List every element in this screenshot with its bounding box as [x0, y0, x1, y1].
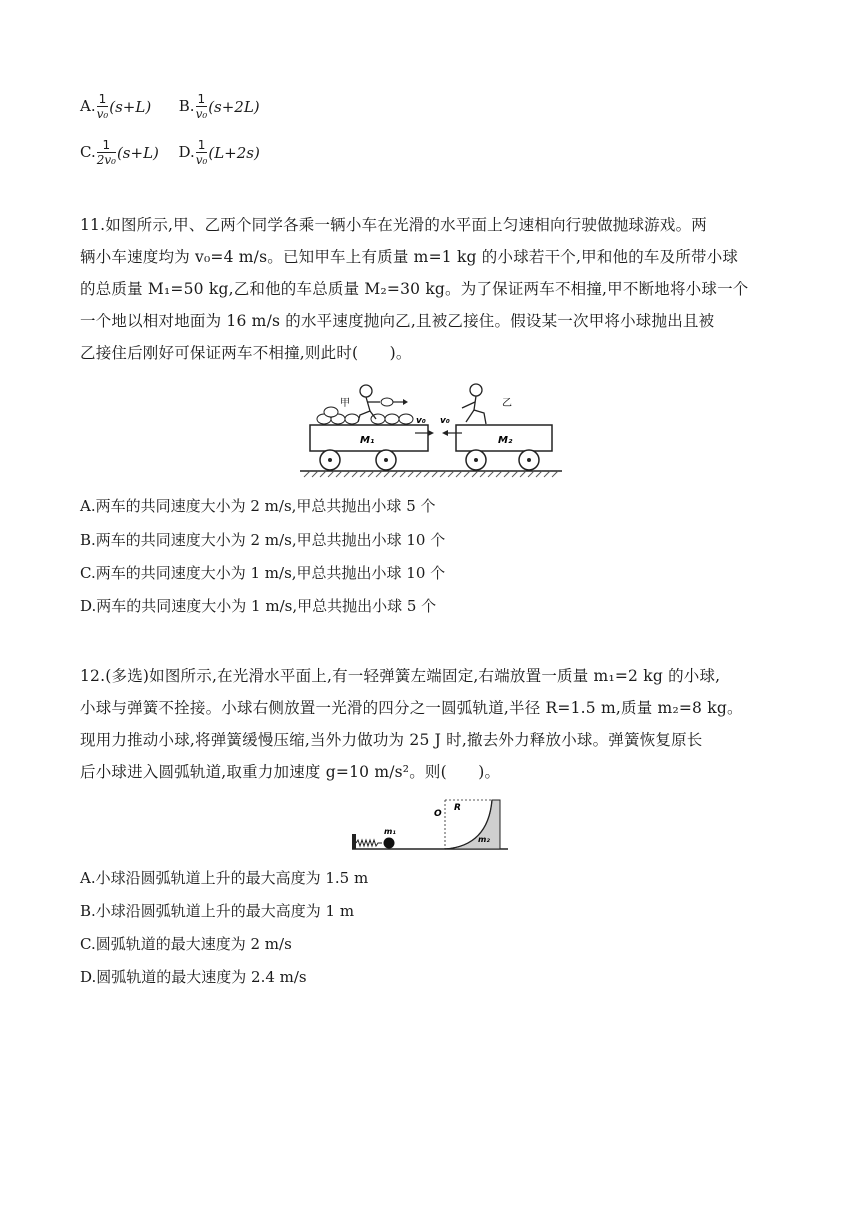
- label-v0-right-cart: v₀: [440, 416, 450, 426]
- q11-cart-figure: [300, 378, 562, 482]
- person-yi: [462, 384, 486, 424]
- label-m1: m₁: [384, 827, 396, 836]
- q12-stem: [80, 660, 780, 788]
- q11-stem: [80, 209, 780, 369]
- q12-line-3: 现用力推动小球,将弹簧缓慢压缩,当外力做功为 25 J 时,撤去外力释放小球。弹簧恢复原长: [80, 731, 703, 749]
- spring: [356, 840, 382, 846]
- q10-option-c: C. $\frac{1}{\text{2v₀}}$ (s+L): [80, 138, 159, 167]
- wall: [352, 834, 356, 849]
- q12-arc-figure: [348, 796, 512, 854]
- q11-line-1: 11.如图所示,甲、乙两个同学各乘一辆小车在光滑的水平面上匀速相向行驶做抛球游戏。两: [80, 216, 707, 234]
- ground-hatch: [304, 471, 558, 477]
- q11-choice-d: D.两车的共同速度大小为 1 m/s,甲总共抛出小球 5 个: [80, 597, 437, 615]
- q12-line-4: 后小球进入圆弧轨道,取重力加速度 g=10 m/s²。则( )。: [80, 763, 501, 781]
- q12-line-2: 小球与弹簧不拴接。小球右侧放置一光滑的四分之一圆弧轨道,半径 R=1.5 m,质量 m₂=8 kg。: [80, 699, 743, 717]
- label-r: R: [454, 803, 461, 813]
- q12-choice-d: D.圆弧轨道的最大速度为 2.4 m/s: [80, 968, 307, 986]
- label-o: O: [434, 809, 442, 819]
- label-v0-left-cart: v₀: [416, 416, 426, 426]
- balls-on-cart: [317, 407, 413, 424]
- label-yi: 乙: [502, 398, 512, 409]
- label-m2: m₂: [478, 835, 490, 844]
- q12-choice-a: A.小球沿圆弧轨道上升的最大高度为 1.5 m: [80, 869, 369, 887]
- q10-option-b: B. $\frac{1}{\text{v₀}}$ (s+2L): [178, 92, 260, 121]
- q10-options-row-2: [80, 138, 260, 167]
- cart-yi-mass-label: M₂: [498, 435, 513, 446]
- q10-option-d: D. $\frac{1}{\text{v₀}}$ (L+2s): [178, 138, 260, 167]
- q11-line-4: 一个地以相对地面为 16 m/s 的水平速度抛向乙,且被乙接住。假设某一次甲将小球抛出且被: [80, 312, 715, 330]
- q11-choice-a: A.两车的共同速度大小为 2 m/s,甲总共抛出小球 5 个: [80, 497, 436, 515]
- q11-choice-b: B.两车的共同速度大小为 2 m/s,甲总共抛出小球 10 个: [80, 531, 446, 549]
- q10-options-row-1: [80, 92, 260, 121]
- q10-option-a: A. $\frac{1}{\text{v₀}}$ (s+L): [80, 92, 152, 121]
- q11-line-3: 的总质量 M₁=50 kg,乙和他的车总质量 M₂=30 kg。为了保证两车不相撞,甲不断地将小球一个: [80, 280, 749, 298]
- q11-line-2: 辆小车速度均为 v₀=4 m/s。已知甲车上有质量 m=1 kg 的小球若干个,甲和他的车及所带小球: [80, 248, 739, 266]
- cart-jia-mass-label: M₁: [360, 435, 375, 446]
- q12-line-1: 12.(多选)如图所示,在光滑水平面上,有一轻弹簧左端固定,右端放置一质量 m₁=2 kg 的小球,: [80, 667, 721, 685]
- q11-choice-c: C.两车的共同速度大小为 1 m/s,甲总共抛出小球 10 个: [80, 564, 446, 582]
- thrown-ball: [381, 398, 393, 406]
- q11-line-5: 乙接住后刚好可保证两车不相撞,则此时( )。: [80, 344, 412, 362]
- q12-choice-b: B.小球沿圆弧轨道上升的最大高度为 1 m: [80, 902, 355, 920]
- q12-choice-c: C.圆弧轨道的最大速度为 2 m/s: [80, 935, 292, 953]
- label-jia: 甲: [340, 398, 350, 409]
- ball-m1: [384, 838, 395, 849]
